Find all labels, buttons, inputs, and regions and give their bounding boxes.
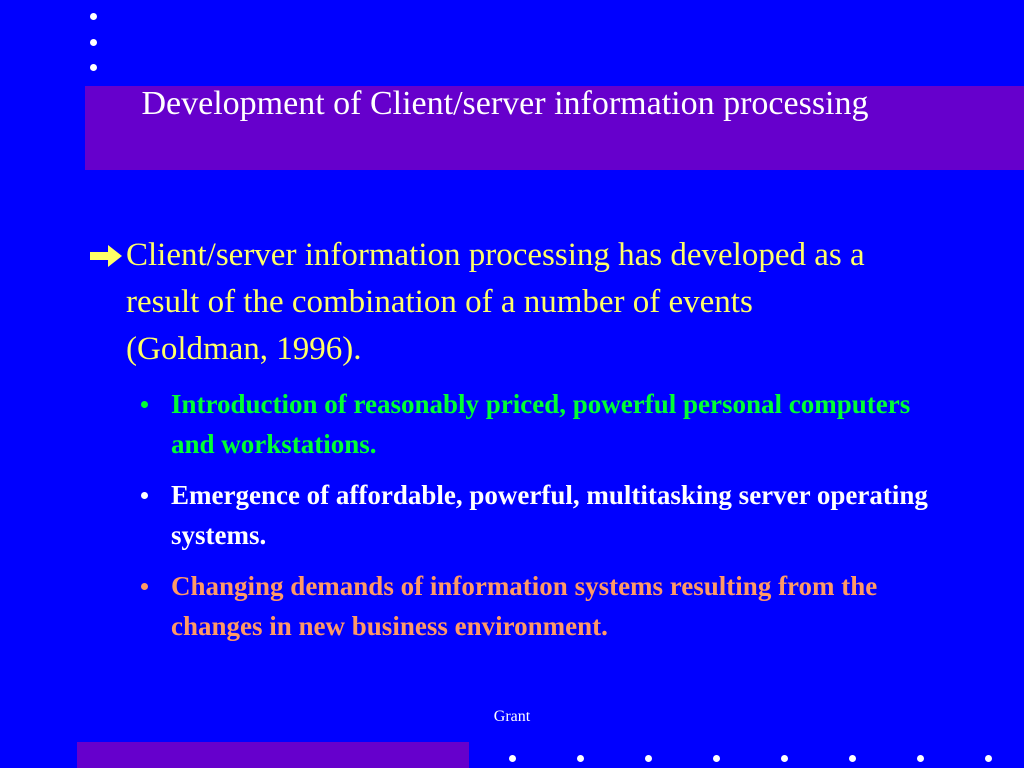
decor-dot-icon	[985, 755, 992, 762]
sub-point	[137, 475, 957, 555]
decor-dot-icon	[90, 13, 97, 20]
sub-point-list	[137, 384, 957, 657]
decor-dot-icon	[90, 39, 97, 46]
decor-dot-icon	[917, 755, 924, 762]
main-point	[88, 232, 888, 373]
round-bullet-icon	[141, 492, 148, 499]
decor-dot-icon	[645, 755, 652, 762]
round-bullet-icon	[141, 583, 148, 590]
sub-point-text: Changing demands of information systems resulting from the changes in new business environment.	[171, 571, 878, 641]
decor-dot-icon	[90, 64, 97, 71]
sub-point	[137, 566, 957, 646]
decor-dot-icon	[713, 755, 720, 762]
decor-dot-icon	[849, 755, 856, 762]
decor-dot-icon	[509, 755, 516, 762]
main-point-text: Client/server information processing has developed as a result of the combination of a number of events (Goldman, 1996).	[126, 237, 865, 367]
sub-point-text: Emergence of affordable, powerful, multitasking server operating systems.	[171, 480, 928, 550]
footer-bar	[77, 742, 469, 768]
slide-title: Development of Client/server information processing	[141, 85, 869, 122]
right-arrow-icon	[88, 243, 126, 269]
footer-author: Grant	[493, 708, 531, 725]
sub-point	[137, 384, 957, 464]
round-bullet-icon	[141, 401, 148, 408]
decor-dot-icon	[781, 755, 788, 762]
decor-dot-icon	[577, 755, 584, 762]
sub-point-text: Introduction of reasonably priced, powerful personal computers and workstations.	[171, 389, 911, 459]
